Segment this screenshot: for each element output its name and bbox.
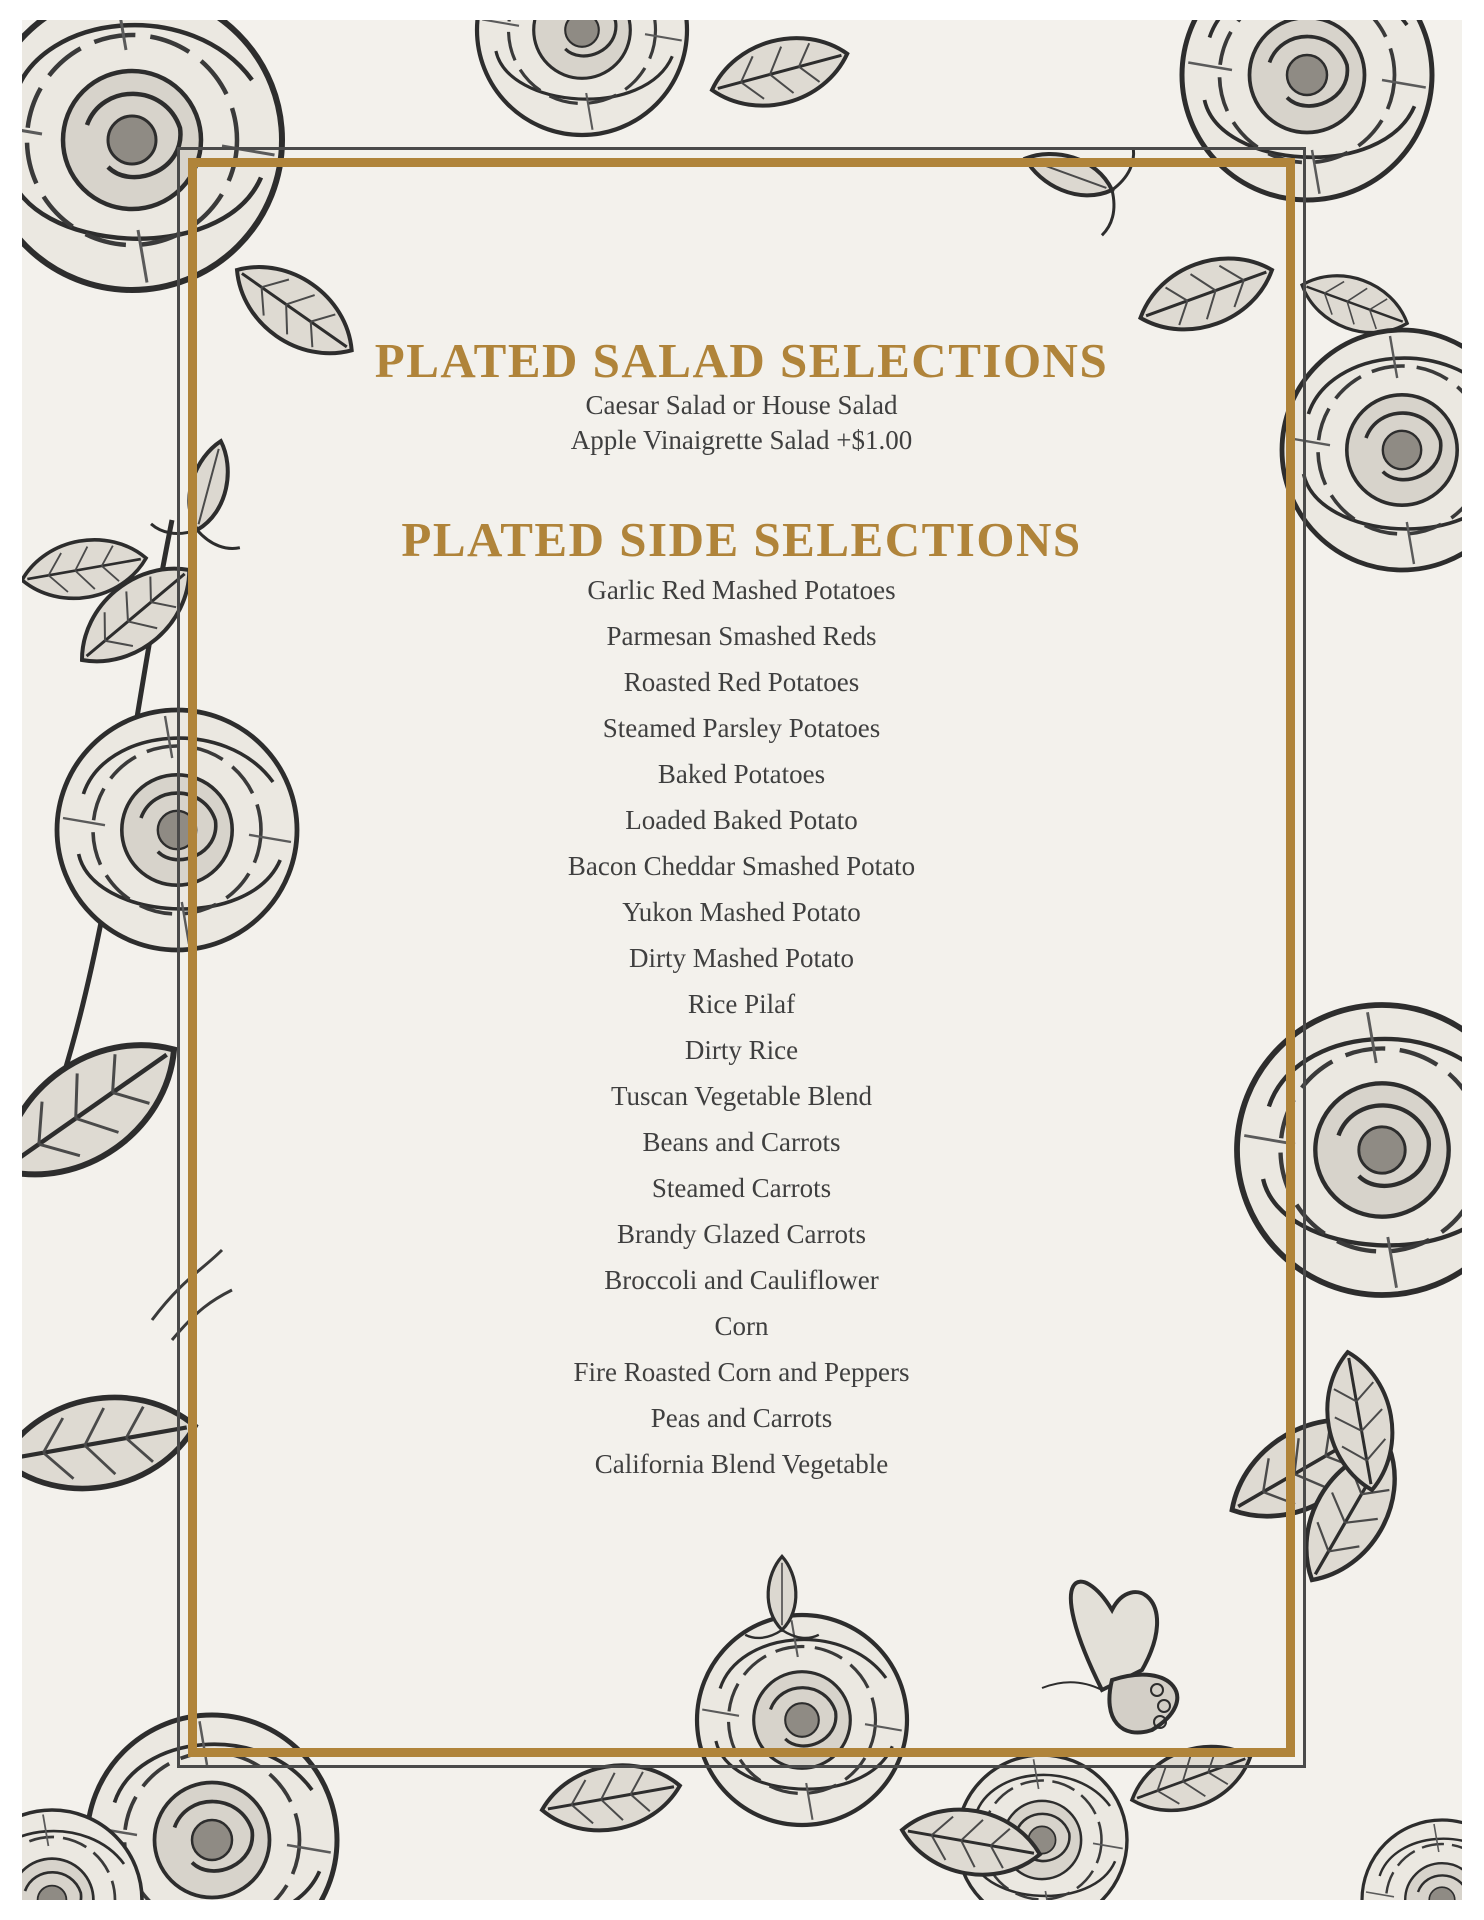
side-item: Brandy Glazed Carrots (617, 1219, 866, 1249)
side-list (188, 567, 1295, 1487)
salad-line-1: Caesar Salad or House Salad (585, 390, 898, 420)
side-item: Steamed Carrots (651, 1173, 832, 1203)
side-item: Beans and Carrots (642, 1127, 841, 1157)
side-item: Dirty Rice (684, 1035, 799, 1065)
side-item: Bacon Cheddar Smashed Potato (567, 851, 916, 881)
side-item: Dirty Mashed Potato (629, 943, 854, 973)
side-section-title: PLATED SIDE SELECTIONS (401, 512, 1082, 567)
side-item: Peas and Carrots (650, 1403, 833, 1433)
menu-page (22, 20, 1462, 1900)
side-item: Parmesan Smashed Reds (606, 621, 877, 651)
side-item: Garlic Red Mashed Potatoes (587, 575, 896, 605)
side-item: Broccoli and Cauliflower (604, 1265, 879, 1295)
menu-content (188, 158, 1295, 1487)
salad-line-2: Apple Vinaigrette Salad +$1.00 (570, 425, 913, 455)
side-item: Steamed Parsley Potatoes (602, 713, 881, 743)
side-item: Corn (714, 1311, 769, 1341)
side-item: Tuscan Vegetable Blend (611, 1081, 872, 1111)
side-item: Fire Roasted Corn and Peppers (573, 1357, 910, 1387)
side-item: Rice Pilaf (687, 989, 796, 1019)
salad-section-title: PLATED SALAD SELECTIONS (374, 333, 1109, 388)
side-item: Yukon Mashed Potato (622, 897, 861, 927)
side-item: Loaded Baked Potato (625, 805, 858, 835)
side-item: Roasted Red Potatoes (623, 667, 860, 697)
side-item: California Blend Vegetable (594, 1449, 889, 1479)
side-item: Baked Potatoes (657, 759, 826, 789)
